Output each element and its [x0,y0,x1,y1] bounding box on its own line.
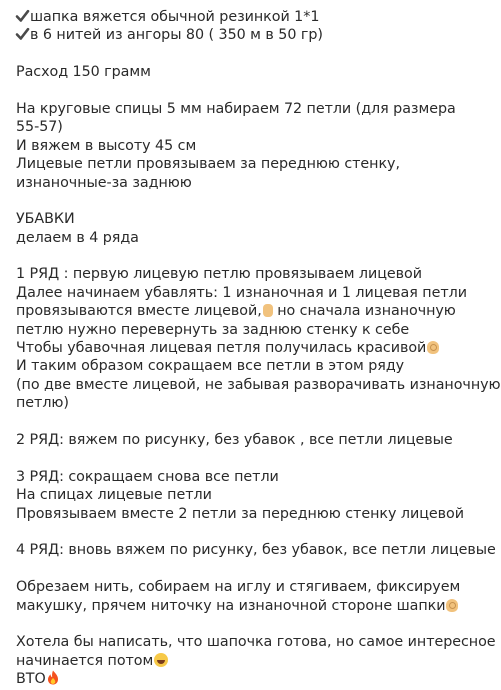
line-text: в 6 нитей из ангоры 80 ( 350 м в 50 гр) [30,27,323,44]
text-line [16,652,442,670]
line-text: петлю) [16,395,69,412]
line-text: шапка вяжется обычной резинкой 1*1 [30,9,320,25]
line-text: начинается потом [16,652,154,669]
blank-line [16,560,442,578]
line-text: 1 РЯД : первую лицевую петлю провязываем лицевой [16,266,422,283]
line-text: Хотела бы написать, что шапочка готова, но самое интересное [16,634,496,651]
line-text-continued: но сначала изнаночную [272,303,456,320]
text-line [16,137,442,155]
text-line [16,357,442,375]
line-text: Провязываем вместе 2 петли за переднюю стенку лицевой [16,505,464,522]
line-text: УБАВКИ [16,211,75,228]
text-line [16,155,442,173]
text-line [16,633,496,651]
blank-line [16,82,442,100]
blank-line [16,449,442,467]
line-text: 55-57) [16,119,63,136]
line-text: Лицевые петли провязываем за переднюю стенку, [16,156,400,173]
text-line [16,431,453,449]
text-line [16,302,456,320]
document-body [16,8,501,688]
check-mark-icon [16,27,29,43]
line-text: Далее начинаем убавлять: 1 изнаночная и 1 лицевая петли [16,284,467,301]
blank-line [16,247,442,265]
text-line [16,63,442,81]
text-line [16,8,442,26]
text-line [16,339,442,357]
line-text: 3 РЯД: сокращаем снова все петли [16,468,279,485]
line-text: Расход 150 грамм [16,64,151,81]
line-text: На спицах лицевые петли [16,487,212,504]
index-pointing-up-icon [263,304,273,317]
grinning-sweat-face-icon [154,653,168,667]
line-text: петлю нужно перевернуть за заднюю стенку к себе [16,321,410,338]
text-line [16,265,442,283]
line-text: Чтобы убавочная лицевая петля получилась красивой [16,340,427,357]
fire-icon [47,670,59,685]
text-line [16,486,442,504]
text-line [16,210,442,228]
text-line [16,174,442,192]
check-mark-icon [16,9,29,25]
line-text: Обрезаем нить, собираем на иглу и стягиваем, фиксируем [16,579,461,596]
line-text: 2 РЯД: вяжем по рисунку, без убавок , все петли лицевые [16,431,453,448]
line-text: На круговые спицы 5 мм набираем 72 петли (для размера [16,100,456,117]
line-text: ВТО [16,671,46,688]
text-line [16,118,442,136]
line-text: изнаночные-за заднюю [16,174,192,191]
blank-line [16,413,442,431]
text-line [16,597,446,615]
line-text: делаем в 4 ряда [16,229,139,246]
text-line [16,578,461,596]
text-line [16,670,442,688]
text-line [16,100,456,118]
text-line [16,541,496,559]
text-line [16,376,501,394]
text-line [16,26,442,44]
blank-line [16,523,442,541]
line-text: И таким образом сокращаем все петли в этом ряду [16,358,405,375]
text-line [16,284,467,302]
text-line [16,394,442,412]
line-text: провязываются вместе лицевой, [16,303,262,320]
text-line [16,505,464,523]
blank-line [16,45,442,63]
text-line [16,229,442,247]
ok-hand-icon [427,341,439,354]
ok-hand-icon [446,599,458,612]
line-text: И вяжем в высоту 45 см [16,137,197,154]
line-text: 4 РЯД: вновь вяжем по рисунку, без убавок, все петли лицевые [16,542,496,559]
line-text: макушку, прячем ниточку на изнаночной стороне шапки [16,597,446,614]
text-line [16,321,442,339]
blank-line [16,192,442,210]
text-line [16,468,442,486]
blank-line [16,615,442,633]
line-text: (по две вместе лицевой, не забывая разворачивать изнаночную [16,376,501,393]
